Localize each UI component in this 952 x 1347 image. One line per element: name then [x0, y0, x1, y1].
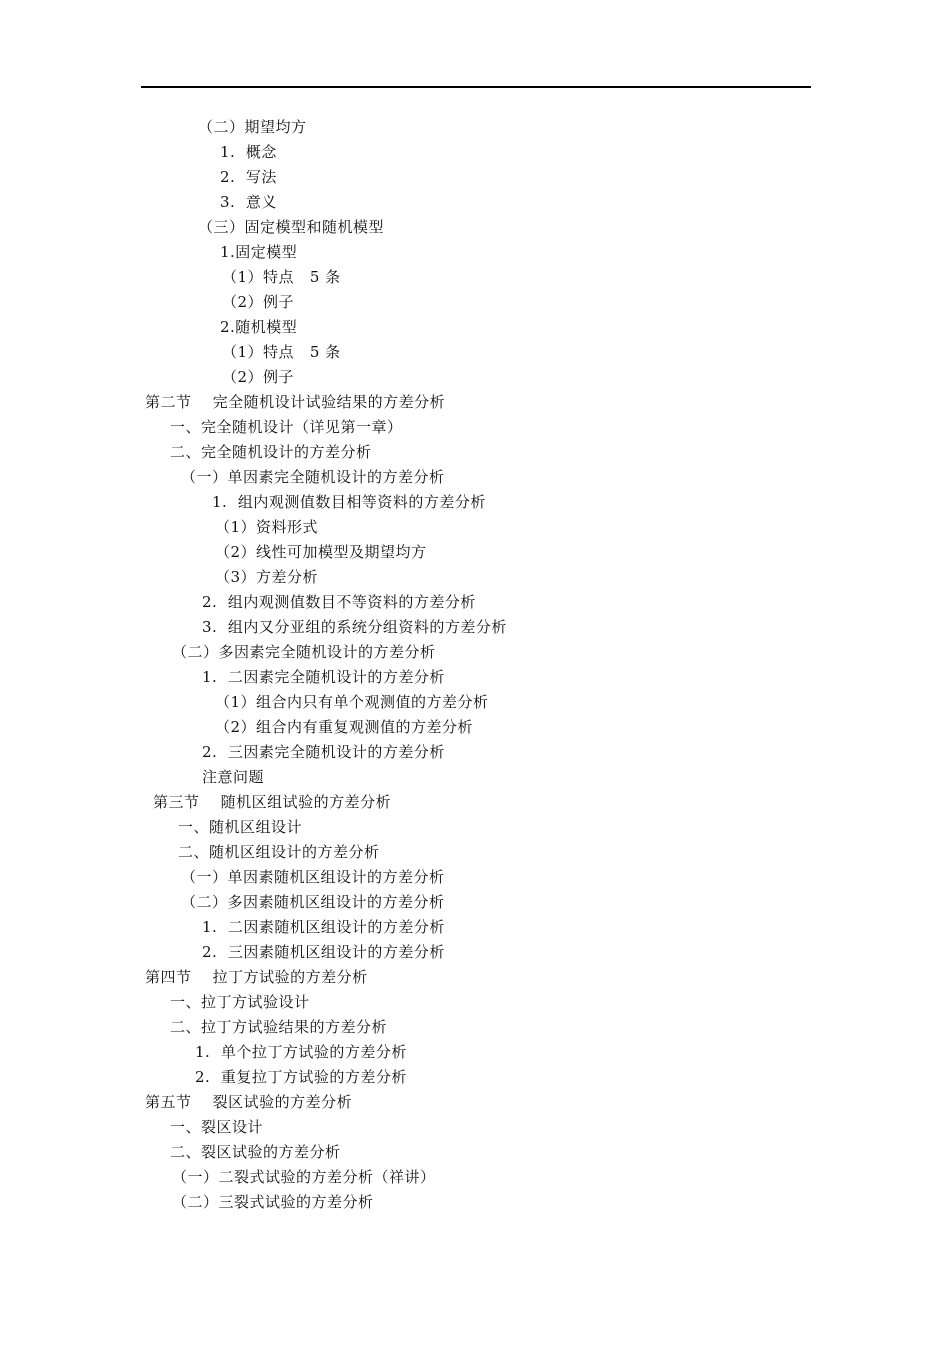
outline-line: （2）例子	[222, 368, 295, 386]
outline-line: （2）线性可加模型及期望均方	[215, 543, 427, 561]
outline-line: 2. 重复拉丁方试验的方差分析	[195, 1068, 407, 1086]
section-heading: 第二节 完全随机设计试验结果的方差分析	[145, 393, 446, 411]
outline-line: 3. 意义	[220, 193, 277, 211]
outline-line: 二、完全随机设计的方差分析	[170, 443, 372, 461]
outline-line: 1. 概念	[220, 143, 277, 161]
outline-line: 1. 单个拉丁方试验的方差分析	[195, 1043, 407, 1061]
outline-line: （1）组合内只有单个观测值的方差分析	[215, 693, 489, 711]
outline-line: （1）特点 5 条	[222, 268, 341, 286]
outline-line: 二、裂区试验的方差分析	[170, 1143, 341, 1161]
outline-line: 2. 三因素完全随机设计的方差分析	[202, 743, 445, 761]
outline-line: 1. 组内观测值数目相等资料的方差分析	[212, 493, 486, 511]
outline-line: （一）单因素完全随机设计的方差分析	[181, 468, 445, 486]
outline-line: 一、完全随机设计（详见第一章）	[170, 418, 403, 436]
outline-line: （1）资料形式	[215, 518, 319, 536]
section-heading: 第五节 裂区试验的方差分析	[145, 1093, 353, 1111]
outline-line: （二）三裂式试验的方差分析	[172, 1193, 374, 1211]
outline-line: （一）二裂式试验的方差分析（祥讲）	[172, 1168, 436, 1186]
outline-line: （1）特点 5 条	[222, 343, 341, 361]
section-heading: 第四节 拉丁方试验的方差分析	[145, 968, 368, 986]
outline-line: 一、裂区设计	[170, 1118, 264, 1136]
outline-line: （二）期望均方	[198, 118, 307, 136]
outline-line: （2）组合内有重复观测值的方差分析	[215, 718, 474, 736]
outline-line: （三）固定模型和随机模型	[198, 218, 385, 236]
outline-line: 1. 二因素随机区组设计的方差分析	[202, 918, 445, 936]
outline-line: （二）多因素完全随机设计的方差分析	[172, 643, 436, 661]
outline-line: （2）例子	[222, 293, 295, 311]
outline-line: 2.随机模型	[220, 318, 298, 336]
outline-line: 2. 写法	[220, 168, 277, 186]
outline-line: 一、拉丁方试验设计	[170, 993, 310, 1011]
outline-line: 二、拉丁方试验结果的方差分析	[170, 1018, 388, 1036]
outline-line: （3）方差分析	[215, 568, 319, 586]
outline-line: 二、随机区组设计的方差分析	[178, 843, 380, 861]
outline-line: （二）多因素随机区组设计的方差分析	[181, 893, 445, 911]
section-heading: 第三节 随机区组试验的方差分析	[153, 793, 392, 811]
outline-line: 2. 组内观测值数目不等资料的方差分析	[202, 593, 476, 611]
outline-line: （一）单因素随机区组设计的方差分析	[181, 868, 445, 886]
outline-line: 2. 三因素随机区组设计的方差分析	[202, 943, 445, 961]
outline-line: 注意问题	[202, 768, 265, 786]
outline-line: 1. 二因素完全随机设计的方差分析	[202, 668, 445, 686]
outline-line: 3. 组内又分亚组的系统分组资料的方差分析	[202, 618, 507, 636]
outline-line: 一、随机区组设计	[178, 818, 303, 836]
outline-line: 1.固定模型	[220, 243, 298, 261]
